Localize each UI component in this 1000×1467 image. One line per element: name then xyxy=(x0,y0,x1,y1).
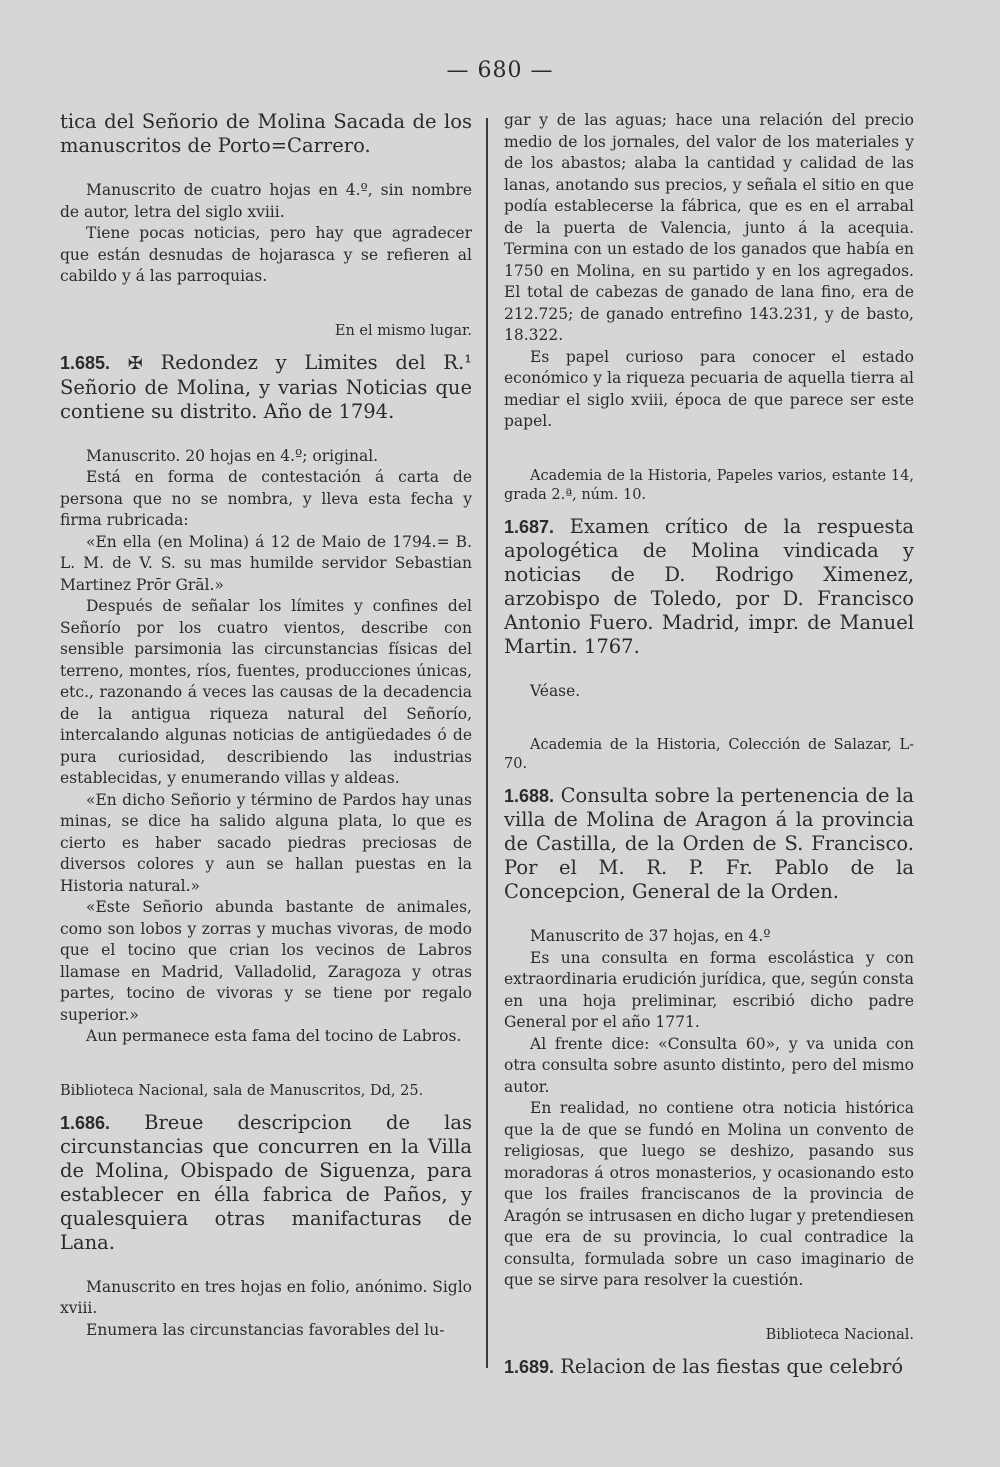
description-paragraph: Es una consulta en forma escolástica y con extraordinaria erudición jurídica, que, según consta en una hoja preliminar, escribió dicho padre General por el año 1771. xyxy=(504,948,914,1031)
column-divider xyxy=(486,118,488,1368)
entry-title: Redondez y Limites del R.¹ Señorio de Molina, y varias Noticias que contiene su distrito. Año de 1794. xyxy=(60,350,472,423)
description-paragraph: Manuscrito de 37 hojas, en 4.º xyxy=(530,927,771,945)
location-reference: Biblioteca Nacional. xyxy=(765,1326,914,1343)
description-paragraph: Manuscrito. 20 hojas en 4.º; original. xyxy=(86,446,379,465)
quotation-paragraph: «En dicho Señorio y término de Pardos hay unas minas, se dice ha salido alguna plata, lo que es cierto es haber sacado piedras preciosas de diversos colores y aun se hallan puestas en la Historia natural.» xyxy=(60,790,472,895)
entry-title: Relacion de las fiestas que celebró xyxy=(560,1354,904,1378)
description-paragraph: Manuscrito en tres hojas en folio, anónimo. Siglo xviii. xyxy=(60,1277,472,1317)
description-paragraph: gar y de las aguas; hace una relación del precio medio de los jornales, del valor de los materiales y de los abastos; alaba la cantidad y calidad de las lanas, anotando sus precios, y señala el sitio en que podía establecerse la fábrica, que es en el arrabal de la puerta de Valencia, junto á la acequia. Termina con un estado de los ganados que había en 1750 en Molina, en su partido y en los agregados. El total de cabezas de ganado de lana fino, era de 212.725; de ganado entrefino 143.231, y de basto, 18.322. xyxy=(504,111,914,344)
description-paragraph: Manuscrito de cuatro hojas en 4.º, sin nombre de autor, letra del siglo xviii. xyxy=(60,181,472,221)
right-column xyxy=(504,110,914,1379)
entry-number: 1.688. xyxy=(504,786,555,806)
entry-1685 xyxy=(60,351,472,424)
entry-number: 1.686. xyxy=(60,1112,111,1133)
description-paragraph: Enumera las circunstancias favorables del lu- xyxy=(86,1320,445,1339)
location-reference: Academia de la Historia, Papeles varios, estante 14, grada 2.ª, núm. 10. xyxy=(504,467,914,503)
location-reference: En el mismo lugar. xyxy=(334,322,472,339)
quotation-paragraph: «En ella (en Molina) á 12 de Maio de 1794.= B. L. M. de V. S. su mas humilde servidor Sebastian Martinez Prōr Grāl.» xyxy=(60,532,472,594)
entry-1687 xyxy=(504,515,914,659)
entry-number: 1.687. xyxy=(504,516,555,537)
page-number: — 680 — xyxy=(446,58,554,83)
description-paragraph: Es papel curioso para conocer el estado económico y la riqueza pecuaria de aquella tierra al mediar el siglo xviii, época de que parece ser este papel. xyxy=(504,347,914,430)
entry-1688 xyxy=(504,784,914,904)
description-paragraph: Aun permanece esta fama del tocino de Labros. xyxy=(86,1027,462,1045)
quotation-paragraph: «Este Señorio abunda bastante de animales, como son lobos y zorras y muchas vivoras, de modo que el tocino que crian los vecinos de Labros llamase en Madrid, Valladolid, Zaragoza y otras partes, tocino de vivoras y se tiene por regalo superior.» xyxy=(60,898,472,1024)
description-paragraph: Después de señalar los límites y confines del Señorío por los cuatro vientos, describe con sensible parsimonia las circunstancias físicas del terreno, montes, ríos, fuentes, producciones únicas, etc., razonando á veces las causas de la decadencia de la antigua riqueza natural del Señorío, intercalando algunas noticias de antigüedades ó de pura curiosidad, describiendo las industrias establecidas, y enumerando villas y aldeas. xyxy=(60,597,472,787)
entry-title: Examen crítico de la respuesta apologética de Molina vindicada y noticias de D. Rodrigo Ximenez, arzobispo de Toledo, por D. Francisco Antonio Fuero. Madrid, impr. de Manuel Martin. 1767. xyxy=(504,514,914,658)
description-paragraph: Tiene pocas noticias, pero hay que agradecer que están desnudas de hojarasca y se refieren al cabildo y á las parroquias. xyxy=(60,224,472,285)
description-paragraph: Al frente dice: «Consulta 60», y va unida con otra consulta sobre asunto distinto, pero del mismo autor. xyxy=(504,1034,914,1096)
location-reference: Academia de la Historia, Colección de Salazar, L-70. xyxy=(504,737,914,772)
entry-title: Consulta sobre la pertenencia de la villa de Molina de Aragon á la provincia de Castilla, de la Orden de S. Francisco. Por el M. R. P. Fr. Pablo de la Concepcion, General de la Orden. xyxy=(504,784,914,903)
left-column xyxy=(60,110,472,1341)
cross-icon: ✠ xyxy=(127,352,143,374)
entry-1686 xyxy=(60,1111,472,1255)
location-reference: Biblioteca Nacional, sala de Manuscritos, Dd, 25. xyxy=(60,1082,424,1099)
entry-1689 xyxy=(504,1355,914,1379)
entry-number: 1.685. xyxy=(60,352,111,373)
description-paragraph: Véase. xyxy=(530,681,581,700)
description-paragraph: En realidad, no contiene otra noticia histórica que la de que se fundó en Molina un convento de religiosas, que luego se deshizo, pasando sus moradoras á otros monasterios, y ocasionando esto que los frailes franciscanos de la provincia de Aragón se intrusasen en dicho lugar y pretendiesen que era de su provincia, lo cual contradice la consulta, formulada sobre un caso imaginario de que se sirve para resolver la cuestión. xyxy=(504,1099,914,1289)
entry-title: Breue descripcion de las circunstancias que concurren en la Villa de Molina, Obispado de Siguenza, para establecer en élla fabrica de Paños, y qualesquiera otras manifacturas de Lana. xyxy=(60,1110,472,1254)
entry-number: 1.689. xyxy=(504,1356,555,1377)
description-paragraph: Está en forma de contestación á carta de persona que no se nombra, y lleva esta fecha y firma rubricada: xyxy=(60,468,472,529)
entry-title-continued: tica del Señorio de Molina Sacada de los manuscritos de Porto=Carrero. xyxy=(60,110,472,157)
